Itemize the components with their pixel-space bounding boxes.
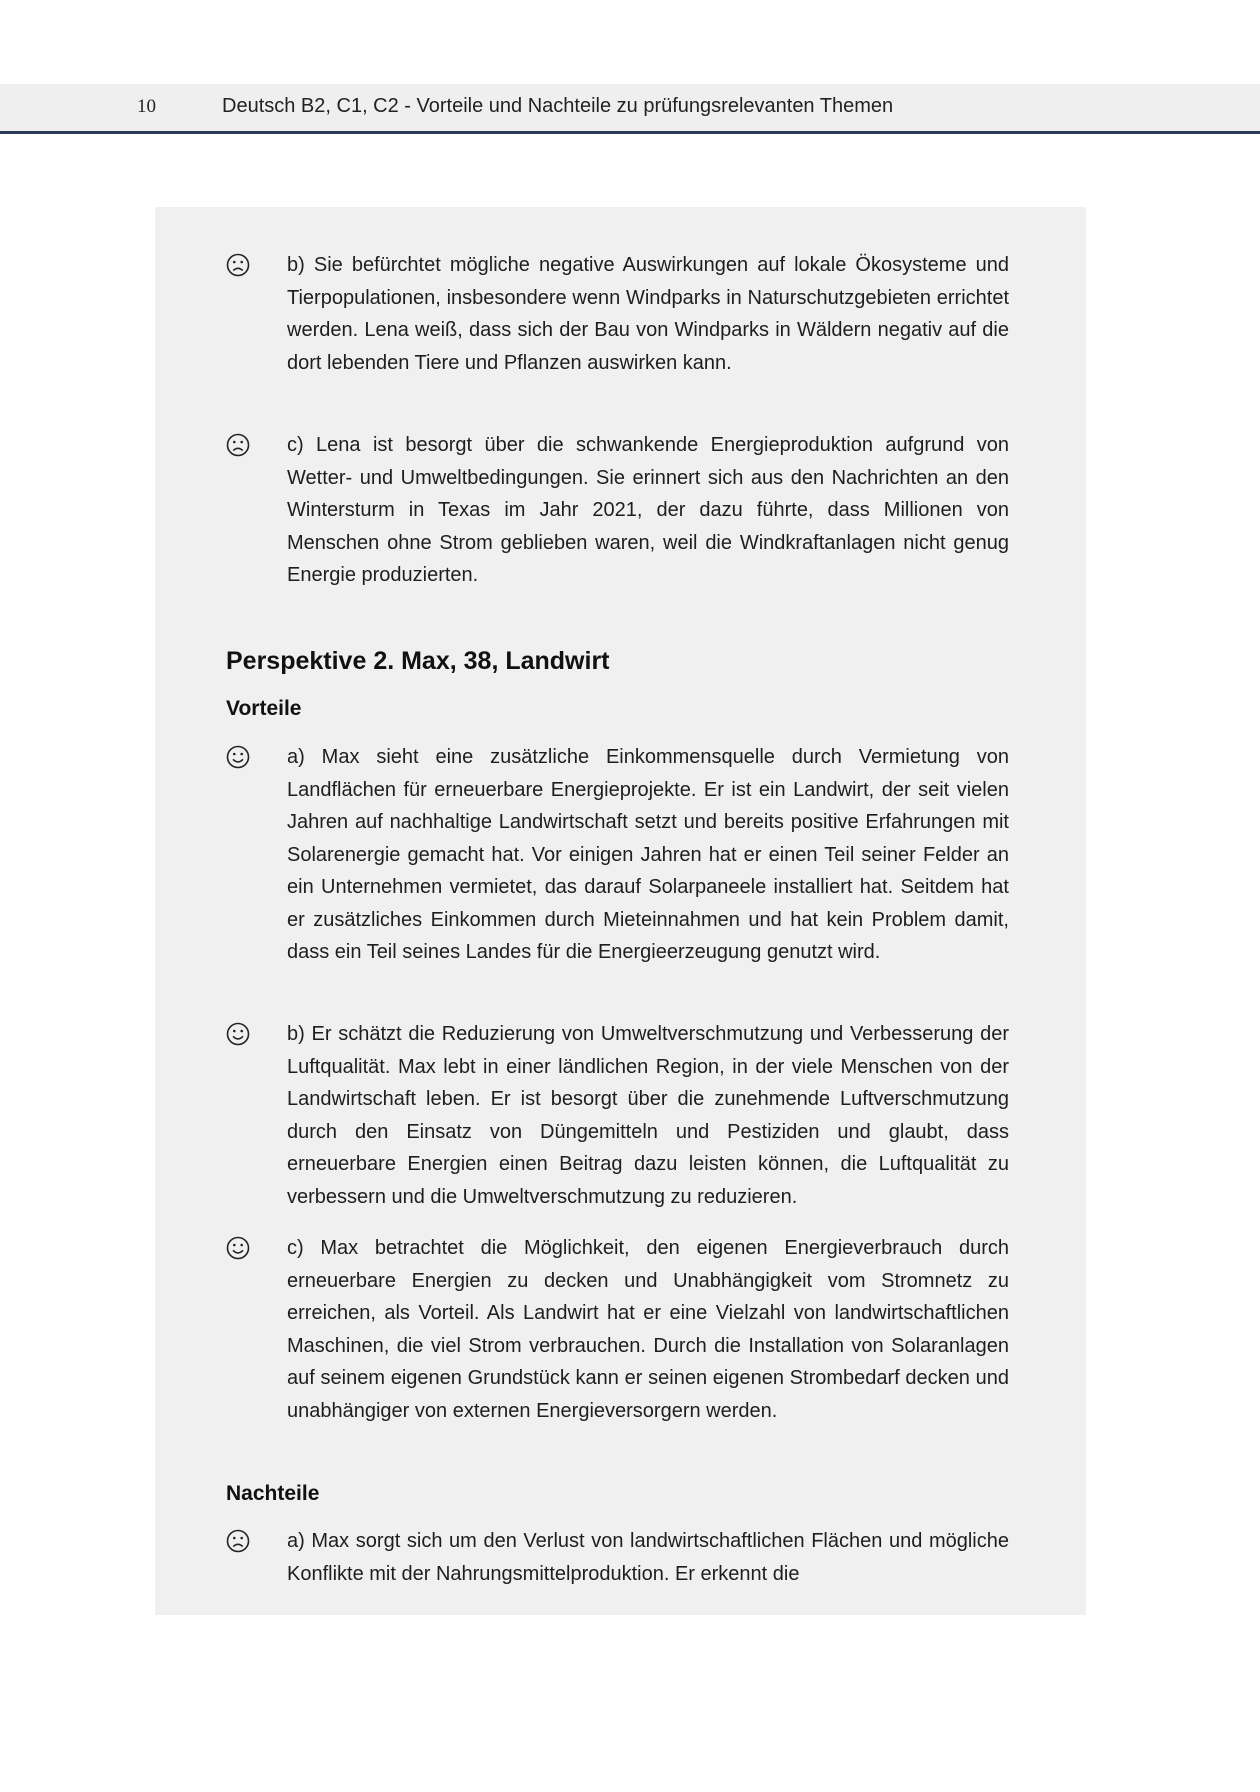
page-header — [0, 84, 1260, 134]
list-item — [227, 1525, 1009, 1590]
list-item — [227, 249, 1009, 379]
content-panel — [155, 207, 1086, 1615]
list-item — [227, 1232, 1009, 1427]
vorteile-heading: Vorteile — [226, 697, 302, 720]
smile-icon — [225, 744, 251, 770]
smile-icon — [225, 1235, 251, 1261]
frown-icon — [225, 432, 251, 458]
item-text: b) Er schätzt die Reduzierung von Umweltverschmutzung und Verbesserung der Luftqualität. Max lebt in einer ländlichen Region, in der viele Menschen von der Landwirtschaft leben. Er ist besorgt über die zunehmende Luftverschmutzung durch den Einsatz von Düngemitteln und Pestiziden und glaubt, dass erneuerbare Energien einen Beitrag dazu leisten können, die Luftqualität zu verbessern und die Umweltverschmutzung zu reduzieren. — [287, 1023, 1009, 1208]
item-text: a) Max sorgt sich um den Verlust von landwirtschaftlichen Flächen und mögliche Konflikte mit der Nahrungsmittelproduktion. Er erkennt die — [287, 1530, 1009, 1585]
list-item — [227, 1018, 1009, 1213]
running-title: Deutsch B2, C1, C2 - Vorteile und Nachteile zu prüfungsrelevanten Themen — [222, 95, 894, 117]
list-item — [227, 741, 1009, 969]
list-item — [227, 429, 1009, 592]
page-number: 10 — [137, 96, 156, 117]
section-heading: Perspektive 2. Max, 38, Landwirt — [226, 647, 610, 675]
item-text: c) Lena ist besorgt über die schwankende Energieproduktion aufgrund von Wetter- und Umweltbedingungen. Sie erinnert sich aus den Nachrichten an den Wintersturm in Texas im Jahr 2021, der dazu führte, dass Millionen von Menschen ohne Strom geblieben waren, weil die Windkraftanlagen nicht genug Energie produzierten. — [287, 434, 1009, 586]
frown-icon — [225, 1528, 251, 1554]
frown-icon — [225, 252, 251, 278]
item-text: c) Max betrachtet die Möglichkeit, den eigenen Energieverbrauch durch erneuerbare Energien zu decken und Unabhängigkeit vom Stromnetz zu erreichen, als Vorteil. Als Landwirt hat er eine Vielzahl von landwirtschaftlichen Maschinen, die viel Strom verbrauchen. Durch die Installation von Solaranlagen auf seinem eigenen Grundstück kann er seinen eigenen Strombedarf decken und unabhängiger von externen Energieversorgern werden. — [287, 1237, 1009, 1422]
nachteile-heading: Nachteile — [226, 1482, 320, 1505]
item-text: a) Max sieht eine zusätzliche Einkommensquelle durch Vermietung von Landflächen für erneuerbare Energieprojekte. Er ist ein Landwirt, der seit vielen Jahren auf nachhaltige Landwirtschaft setzt und bereits positive Erfahrungen mit Solarenergie gemacht hat. Vor einigen Jahren hat er einen Teil seiner Felder an ein Unternehmen vermietet, das darauf Solarpaneele installiert hat. Seitdem hat er zusätzliches Einkommen durch Mieteinnahmen und hat kein Problem damit, dass ein Teil seines Landes für die Energieerzeugung genutzt wird. — [287, 746, 1009, 963]
smile-icon — [225, 1021, 251, 1047]
item-text: b) Sie befürchtet mögliche negative Auswirkungen auf lokale Ökosysteme und Tierpopulationen, insbesondere wenn Windparks in Naturschutzgebieten errichtet werden. Lena weiß, dass sich der Bau von Windparks in Wäldern negativ auf die dort lebenden Tiere und Pflanzen auswirken kann. — [287, 254, 1009, 374]
